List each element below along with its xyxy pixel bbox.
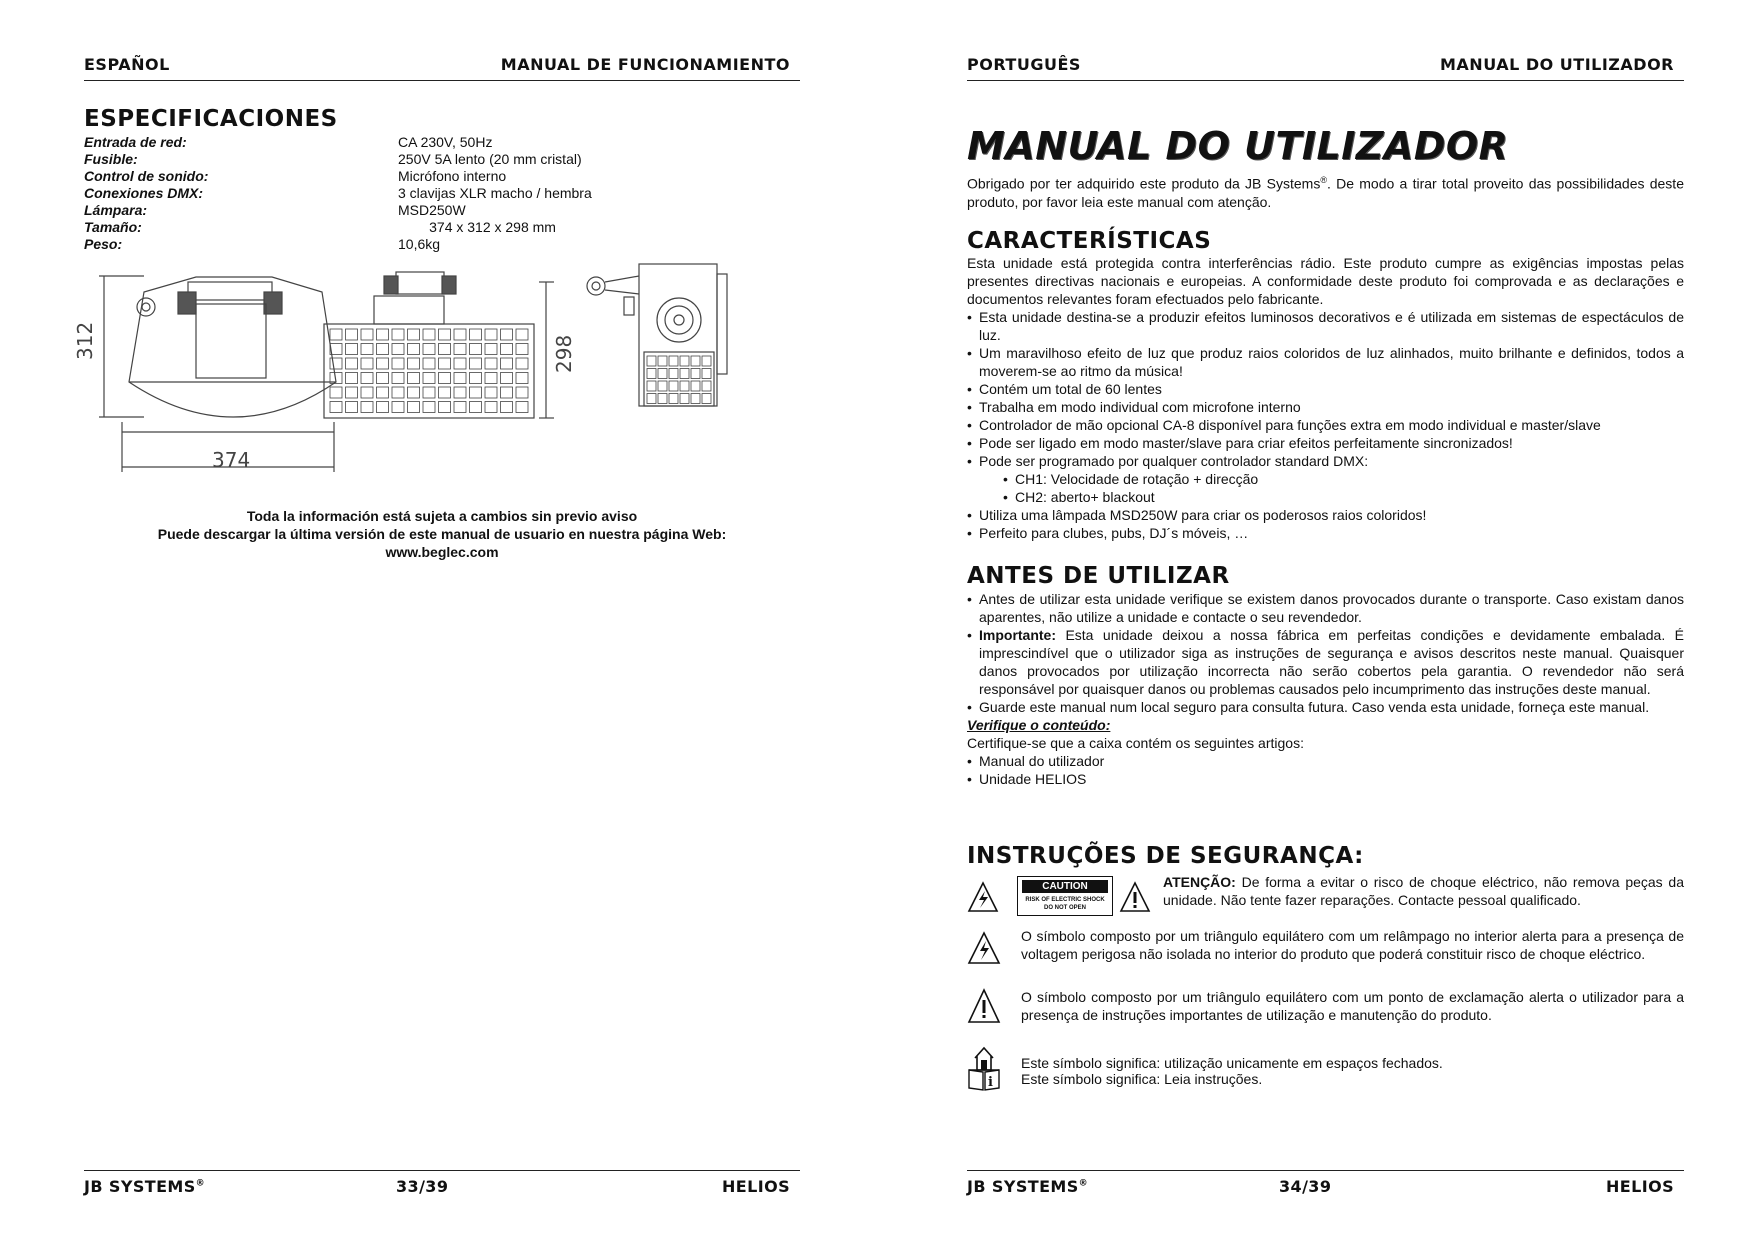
- lens-cell: [501, 387, 513, 398]
- header-manual-title: MANUAL DE FUNCIONAMIENTO: [500, 55, 790, 74]
- spec-row: [84, 219, 704, 236]
- lens-cell: [330, 358, 342, 369]
- lens-cell: [470, 402, 482, 413]
- lens-cell: [702, 356, 711, 366]
- lens-cell: [485, 387, 497, 398]
- lens-cell: [439, 387, 451, 398]
- lens-cell: [439, 402, 451, 413]
- read-symbol-text: Este símbolo significa: Leia instruções.: [1021, 1071, 1263, 1087]
- lens-cell: [392, 329, 404, 340]
- check-contents-text: Certifique-se que a caixa contém os seguintes artigos:: [967, 735, 1304, 751]
- exclamation-triangle-icon: [967, 988, 1001, 1028]
- spec-row: [84, 151, 704, 168]
- specs-table: [84, 134, 704, 253]
- note-line: Puede descargar la última versión de este manual de usuario en nuestra página Web:: [157, 526, 727, 542]
- lens-cell: [454, 344, 466, 355]
- list-item: • Manual do utilizador: [967, 752, 1684, 770]
- lightning-triangle-icon: [967, 881, 999, 913]
- lens-cell: [501, 344, 513, 355]
- spec-label: Tamaño:: [84, 219, 142, 235]
- lens-cell: [377, 373, 389, 384]
- dimension-drawing: [73, 262, 800, 484]
- list-item: • Utiliza uma lâmpada MSD250W para criar os poderosos raios coloridos!: [967, 506, 1684, 524]
- spec-label: Lámpara:: [84, 202, 148, 218]
- footer-page-number: 33/39: [396, 1177, 449, 1196]
- lens-cell: [408, 344, 420, 355]
- lightning-symbol-row: [967, 927, 1684, 971]
- side-view-drawing: [324, 272, 554, 418]
- lens-cell: [516, 358, 528, 369]
- spec-row: [84, 168, 704, 185]
- attention-text: ATENÇÃO: De forma a evitar o risco de choque eléctrico, não remova peças da unidade. Não tente fazer reparações. Contacte pessoal qualificado.: [1163, 874, 1684, 908]
- lens-cell: [392, 358, 404, 369]
- spec-value: MSD250W: [398, 202, 466, 218]
- lens-cell: [423, 329, 435, 340]
- lens-cell: [485, 344, 497, 355]
- features-intro: Esta unidade está protegida contra interferências rádio. Este produto cumpre as exigências impostas pelas presentes directivas nacionais e europeias. A conformidade deste produto foi comprovada e as declarações e documentos relevantes foram efectuados pelo fabricante.: [967, 255, 1684, 307]
- lens-cell: [680, 394, 689, 404]
- lens-cell: [361, 358, 373, 369]
- safety-title: INSTRUÇÕES DE SEGURANÇA:: [967, 843, 1364, 869]
- list-item: • Guarde este manual num local seguro para consulta futura. Caso venda esta unidade, forneça este manual.: [967, 698, 1684, 716]
- exclamation-symbol-text: O símbolo composto por um triângulo equilátero com um ponto de exclamação alerta o utilizador para a presença de instruções importantes de utilização e manutenção do produto.: [1021, 989, 1684, 1023]
- list-item: • Pode ser ligado em modo master/slave para criar efeitos perfeitamente sincronizados!: [967, 434, 1684, 452]
- lens-cell: [330, 329, 342, 340]
- lens-cell: [423, 358, 435, 369]
- spec-value: CA 230V, 50Hz: [398, 134, 493, 150]
- lens-cell: [408, 358, 420, 369]
- lens-cell: [439, 358, 451, 369]
- lens-cell: [501, 373, 513, 384]
- lens-cell: [361, 344, 373, 355]
- lens-cell: [454, 358, 466, 369]
- spec-row: [84, 185, 704, 202]
- front-view-drawing: [99, 276, 336, 472]
- svg-text:i: i: [988, 1075, 993, 1090]
- lens-cell: [470, 344, 482, 355]
- exclamation-triangle-icon: [1119, 881, 1151, 913]
- lens-cell: [516, 344, 528, 355]
- spec-value: Micrófono interno: [398, 168, 507, 184]
- registered-mark: ®: [1078, 1178, 1089, 1189]
- list-item: • Antes de utilizar esta unidade verifique se existem danos provocados durante o transporte. Caso existam danos aparentes, não utilize a unidade e contacte o seu revendedor.: [967, 590, 1684, 626]
- lens-cell: [439, 329, 451, 340]
- lens-cell: [377, 387, 389, 398]
- lens-cell: [702, 381, 711, 391]
- lens-cell: [669, 381, 678, 391]
- lens-cell: [392, 373, 404, 384]
- lens-cell: [408, 387, 420, 398]
- footer-brand: JB SYSTEMS®: [967, 1177, 1089, 1196]
- registered-mark: ®: [1320, 175, 1327, 185]
- lens-cell: [516, 373, 528, 384]
- list-item: • Um maravilhoso efeito de luz que produz raios coloridos de luz alinhados, muito brilhante e definidos, todos a moverem-se ao ritmo da música!: [967, 344, 1684, 380]
- lens-cell: [658, 394, 667, 404]
- website-link[interactable]: www.beglec.com: [385, 544, 499, 560]
- lens-cell: [439, 373, 451, 384]
- page-header: [967, 55, 1684, 81]
- list-item: • Controlador de mão opcional CA-8 disponível para funções extra em modo individual e master/slave: [967, 416, 1684, 434]
- lens-cell: [361, 387, 373, 398]
- lens-cell: [454, 373, 466, 384]
- lens-cell: [501, 358, 513, 369]
- page-footer: [84, 1170, 800, 1200]
- header-language: PORTUGUÊS: [967, 55, 1081, 74]
- before-use-list: [967, 590, 1684, 716]
- lens-cell: [470, 358, 482, 369]
- footer-product: HELIOS: [722, 1177, 790, 1196]
- read-instructions-row: [967, 1066, 1684, 1096]
- lens-cell: [346, 329, 358, 340]
- lens-cell: [485, 402, 497, 413]
- lens-cell: [485, 329, 497, 340]
- spec-value: 10,6kg: [398, 236, 441, 252]
- lens-cell: [680, 369, 689, 379]
- lens-cell: [680, 356, 689, 366]
- lens-cell: [516, 387, 528, 398]
- note-line: Toda la información está sujeta a cambios sin previo aviso: [246, 508, 638, 524]
- lens-cell: [439, 344, 451, 355]
- lens-cell: [470, 373, 482, 384]
- lens-cell: [691, 356, 700, 366]
- lens-cell: [669, 356, 678, 366]
- lens-cell: [361, 329, 373, 340]
- before-use-section: [967, 590, 1684, 788]
- lens-cell: [691, 394, 700, 404]
- page-header: [84, 55, 800, 81]
- lens-cell: [377, 344, 389, 355]
- lens-cell: [454, 402, 466, 413]
- lens-cell: [669, 369, 678, 379]
- specs-title: ESPECIFICACIONES: [84, 106, 338, 132]
- exclamation-symbol-row: [967, 988, 1684, 1032]
- lens-cell: [361, 373, 373, 384]
- indoor-symbol-text: Este símbolo significa: utilização unicamente em espaços fechados.: [1021, 1055, 1443, 1071]
- footer-page-number: 34/39: [1279, 1177, 1332, 1196]
- lens-cell: [377, 329, 389, 340]
- lens-cell: [501, 329, 513, 340]
- list-item: • Pode ser programado por qualquer controlador standard DMX: • CH1: Velocidade de rotação + direcção • CH2: aberto+ blackout: [967, 452, 1684, 506]
- list-item: • Unidade HELIOS: [967, 770, 1684, 788]
- spec-label: Peso:: [84, 236, 123, 252]
- spec-value: 250V 5A lento (20 mm cristal): [398, 151, 582, 167]
- list-item: • Contém um total de 60 lentes: [967, 380, 1684, 398]
- lens-cell: [691, 381, 700, 391]
- lens-cell: [423, 402, 435, 413]
- features-section: [967, 254, 1684, 542]
- lens-cell: [658, 381, 667, 391]
- spec-label: Conexiones DMX:: [84, 185, 204, 201]
- manual-title: MANUAL DO UTILIZADOR: [967, 124, 1509, 168]
- lens-cell: [346, 373, 358, 384]
- dimension-depth: 298: [552, 334, 576, 373]
- lens-cell: [516, 329, 528, 340]
- spec-value: 3 clavijas XLR macho / hembra: [398, 185, 592, 201]
- lens-cell: [454, 387, 466, 398]
- spec-row: [84, 134, 704, 151]
- registered-mark: ®: [195, 1178, 206, 1189]
- lens-cell: [423, 387, 435, 398]
- lens-cell: [658, 356, 667, 366]
- check-contents-title: Verifique o conteúdo:: [967, 717, 1111, 733]
- lens-cell: [454, 329, 466, 340]
- lens-cell: [485, 373, 497, 384]
- lens-cell: [470, 387, 482, 398]
- caution-label: CAUTION RISK OF ELECTRIC SHOCK DO NOT OPEN: [1017, 876, 1113, 916]
- intro-paragraph: Obrigado por ter adquirido este produto da JB Systems®. De modo a tirar total proveito das possibilidades deste produto, por favor leia este manual com atenção.: [967, 175, 1684, 210]
- lens-cell: [702, 394, 711, 404]
- lens-cell: [680, 381, 689, 391]
- contents-list: [967, 752, 1684, 788]
- lens-cell: [346, 358, 358, 369]
- footer-brand: JB SYSTEMS®: [84, 1177, 206, 1196]
- lens-cell: [485, 358, 497, 369]
- lens-cell: [392, 387, 404, 398]
- lens-cell: [408, 329, 420, 340]
- lens-cell: [647, 394, 656, 404]
- lens-cell: [408, 402, 420, 413]
- lens-cell: [346, 387, 358, 398]
- lens-cell: [669, 394, 678, 404]
- left-page: [73, 0, 800, 1240]
- page-footer: [967, 1170, 1684, 1200]
- lens-cell: [346, 402, 358, 413]
- lens-cell: [470, 329, 482, 340]
- spec-label: Fusible:: [84, 151, 138, 167]
- lens-cell: [392, 402, 404, 413]
- lens-cell: [658, 369, 667, 379]
- list-item: • CH2: aberto+ blackout: [1003, 488, 1684, 506]
- list-item: • Esta unidade destina-se a produzir efeitos luminosos decorativos e é utilizada em sistemas de espectáculos de luz.: [967, 308, 1684, 344]
- read-instructions-icon: [967, 1066, 1001, 1092]
- lightning-symbol-text: O símbolo composto por um triângulo equilátero com um relâmpago no interior alerta para a presença de voltagem perigosa não isolada no interior do produto que poderá constituir risco de choque eléctrico.: [1021, 928, 1684, 962]
- lens-cell: [516, 402, 528, 413]
- list-item: • Perfeito para clubes, pubs, DJ´s móveis, …: [967, 524, 1684, 542]
- header-language: ESPAÑOL: [84, 55, 170, 74]
- lens-cell: [408, 373, 420, 384]
- lens-cell: [423, 344, 435, 355]
- features-title: CARACTERÍSTICAS: [967, 228, 1212, 254]
- lens-cell: [647, 381, 656, 391]
- lens-cell: [330, 387, 342, 398]
- update-note: [84, 507, 800, 561]
- lens-cell: [361, 402, 373, 413]
- lens-cell: [377, 402, 389, 413]
- list-item: • Trabalha em modo individual com microfone interno: [967, 398, 1684, 416]
- dimension-width: 374: [212, 448, 251, 472]
- lens-cell: [647, 356, 656, 366]
- dmx-channel-list: [979, 470, 1684, 506]
- lens-cell: [377, 358, 389, 369]
- lens-cell: [392, 344, 404, 355]
- spec-value: 374 x 312 x 298 mm: [398, 219, 556, 235]
- spec-label: Entrada de red:: [84, 134, 187, 150]
- rear-view-drawing: [587, 264, 727, 406]
- caution-row: [967, 873, 1684, 921]
- lens-cell: [702, 369, 711, 379]
- lightning-triangle-icon: [967, 927, 1001, 967]
- footer-product: HELIOS: [1606, 1177, 1674, 1196]
- lens-cell: [691, 369, 700, 379]
- spec-label: Control de sonido:: [84, 168, 209, 184]
- lens-cell: [346, 344, 358, 355]
- spec-row: [84, 236, 704, 253]
- right-page: [967, 0, 1684, 1240]
- lens-cell: [647, 369, 656, 379]
- dimension-height: 312: [73, 321, 97, 360]
- lens-cell: [501, 402, 513, 413]
- spec-row: [84, 202, 704, 219]
- list-item: • CH1: Velocidade de rotação + direcção: [1003, 470, 1684, 488]
- features-list: [967, 308, 1684, 542]
- header-manual-title: MANUAL DO UTILIZADOR: [1440, 55, 1674, 74]
- before-use-title: ANTES DE UTILIZAR: [967, 563, 1230, 589]
- list-item: • Importante: Esta unidade deixou a nossa fábrica em perfeitas condições e devidamente embalada. É imprescindível que o utilizador siga as instruções de segurança e avisos descritos neste manual. Quaisquer danos provocados por utilização incorrecta não serão cobertos pela garantia. O revendedor não será responsável por quaisquer danos ou problemas causados pelo incumprimento das instruções deste manual.: [967, 626, 1684, 698]
- lens-cell: [423, 373, 435, 384]
- lens-cell: [330, 402, 342, 413]
